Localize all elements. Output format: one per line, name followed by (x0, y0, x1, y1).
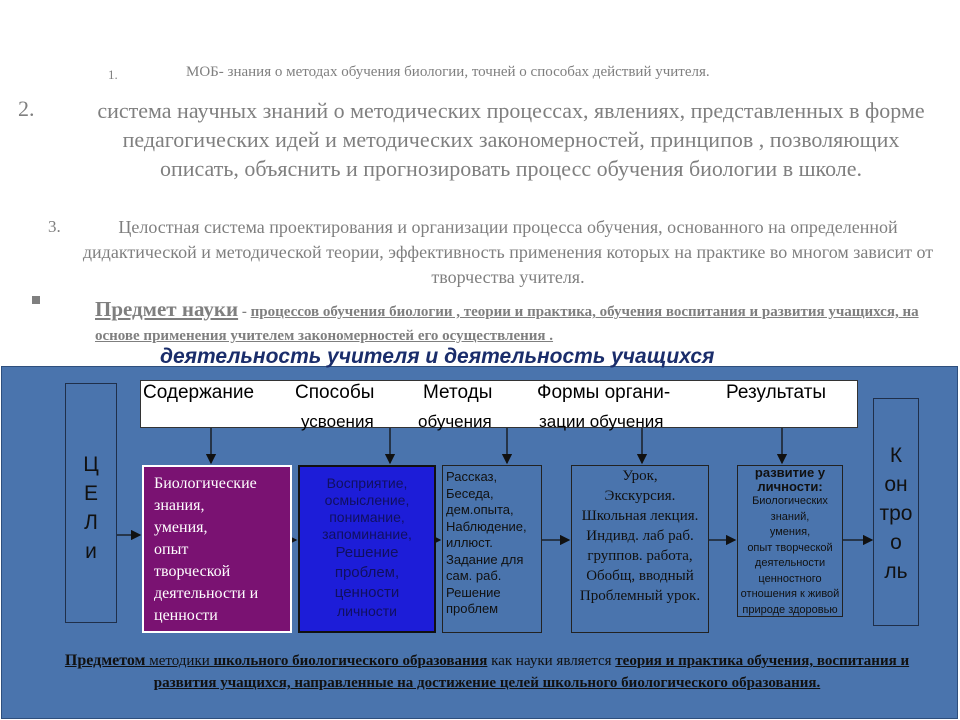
forms-line: Индивд. лаб раб. (586, 528, 694, 544)
knowledge-line: ценности (154, 607, 218, 624)
goals-letter: и (85, 540, 97, 563)
results-line: опыт творческой (747, 541, 833, 554)
results-line: Биологических (752, 495, 828, 507)
goals-letter: Е (83, 482, 98, 505)
control-letter: тро (879, 502, 913, 525)
assimilation-line: ценности (334, 584, 400, 601)
results-line: умения, (769, 526, 811, 538)
control-letter: о (890, 531, 902, 554)
assimilation-line: проблем, (334, 564, 400, 581)
control-letter: он (884, 473, 908, 496)
knowledge-line: деятельности и (154, 585, 259, 602)
forms-line: Урок, (622, 468, 658, 484)
item2-text: система научных знаний о методических процессах, явлениях, представленных в форме педагогических идей и методических закономерностей, принципов , позволяющих описать, объяснить и прогнозировать процесс обучения биологии в школе. (97, 98, 925, 181)
bottom-as-science: как науки является (487, 653, 616, 669)
results-title: развитие у личности: (754, 465, 826, 494)
forms-line: Школьная лекция. (581, 508, 699, 524)
header-assimilation-2: усвоения (301, 412, 374, 431)
methods-line: Рассказ, (446, 469, 498, 484)
header-methods: Методы (423, 382, 493, 403)
assimilation-line: запоминание, (322, 526, 412, 542)
bottom-education: школьного биологического образования (213, 653, 488, 669)
header-forms: Формы органи- (537, 382, 671, 403)
header-results: Результаты (726, 382, 827, 403)
results-line: отношения к живой (740, 588, 840, 600)
results-line: ценностного (758, 572, 822, 585)
methods-line: Решение (446, 584, 501, 600)
results-line: знаний, (770, 510, 810, 523)
knowledge-line: знания, (154, 497, 205, 514)
header-content: Содержание (143, 382, 255, 403)
bottom-subject: Предметом (64, 652, 146, 669)
item3-text: Целостная система проектирования и организации процесса обучения, основанного на определенной дидактической и методической теории, эффективность применения которых на практике во многом зависит от творчества учителя. (82, 217, 934, 287)
methods-line: сам. раб. (446, 568, 502, 583)
item3-number: 3. (48, 217, 61, 236)
results-line: деятельности (754, 557, 826, 569)
methods-line: иллюст. (446, 535, 493, 550)
methods-line: дем.опыта, (446, 502, 514, 517)
header-assimilation: Способы (295, 382, 375, 403)
forms-box (571, 465, 709, 633)
knowledge-line: опыт (154, 541, 189, 558)
forms-line: Проблемный урок. (579, 588, 701, 604)
methods-line: Наблюдение, (446, 518, 527, 534)
methods-box (442, 465, 542, 633)
assimilation-line: Решение (335, 544, 399, 561)
item1-text: МОБ- знания о методах обучения биологии, точней о способах действий учителя. (186, 64, 710, 80)
knowledge-box (142, 465, 292, 633)
item2-number: 2. (18, 96, 35, 121)
forms-line: Экскурсия. (604, 488, 676, 504)
forms-line: Обобщ, вводный (586, 568, 694, 584)
assimilation-line: понимание, (329, 509, 405, 525)
methods-line: Беседа, (446, 485, 494, 501)
subject-body: процессов обучения биологии , теории и практика, обучения воспитания и развития учащихся, на основе применения учителем закономерностей его осуществления . (95, 304, 919, 344)
goals-letter: Ц (83, 453, 99, 476)
control-letter: К (889, 444, 903, 467)
knowledge-line: творческой (154, 563, 231, 580)
methods-line: проблем (446, 601, 499, 616)
methods-line: Задание для (446, 551, 524, 567)
assimilation-line: личности (336, 603, 398, 619)
goals-letter: Л (84, 511, 98, 534)
forms-line: группов. работа, (587, 548, 693, 564)
assimilation-line: Восприятие, (326, 475, 408, 491)
header-methods-2: обучения (418, 412, 492, 431)
header-forms-2: зации обучения (539, 412, 664, 431)
assimilation-line: осмысление, (324, 492, 410, 508)
assimilation-box (298, 465, 436, 633)
bottom-theory: теория и практика обучения, воспитания и развития учащихся, направленные на достижение целей школьного биологического образования. (153, 653, 910, 691)
bottom-definition (62, 650, 912, 694)
results-box (737, 465, 843, 617)
knowledge-line: умения, (154, 519, 208, 536)
results-line: природе здоровью (742, 603, 838, 616)
bottom-methodics: методики (145, 653, 214, 669)
knowledge-line: Биологические (154, 475, 257, 492)
item1-number: 1. (108, 67, 118, 82)
control-letter: ль (884, 560, 908, 583)
subject-title: Предмет науки (95, 297, 239, 321)
control-box (873, 398, 919, 626)
activity-title: деятельность учителя и деятельность учащихся (160, 345, 715, 368)
subject-separator: - (238, 304, 251, 320)
goals-box (65, 383, 117, 623)
